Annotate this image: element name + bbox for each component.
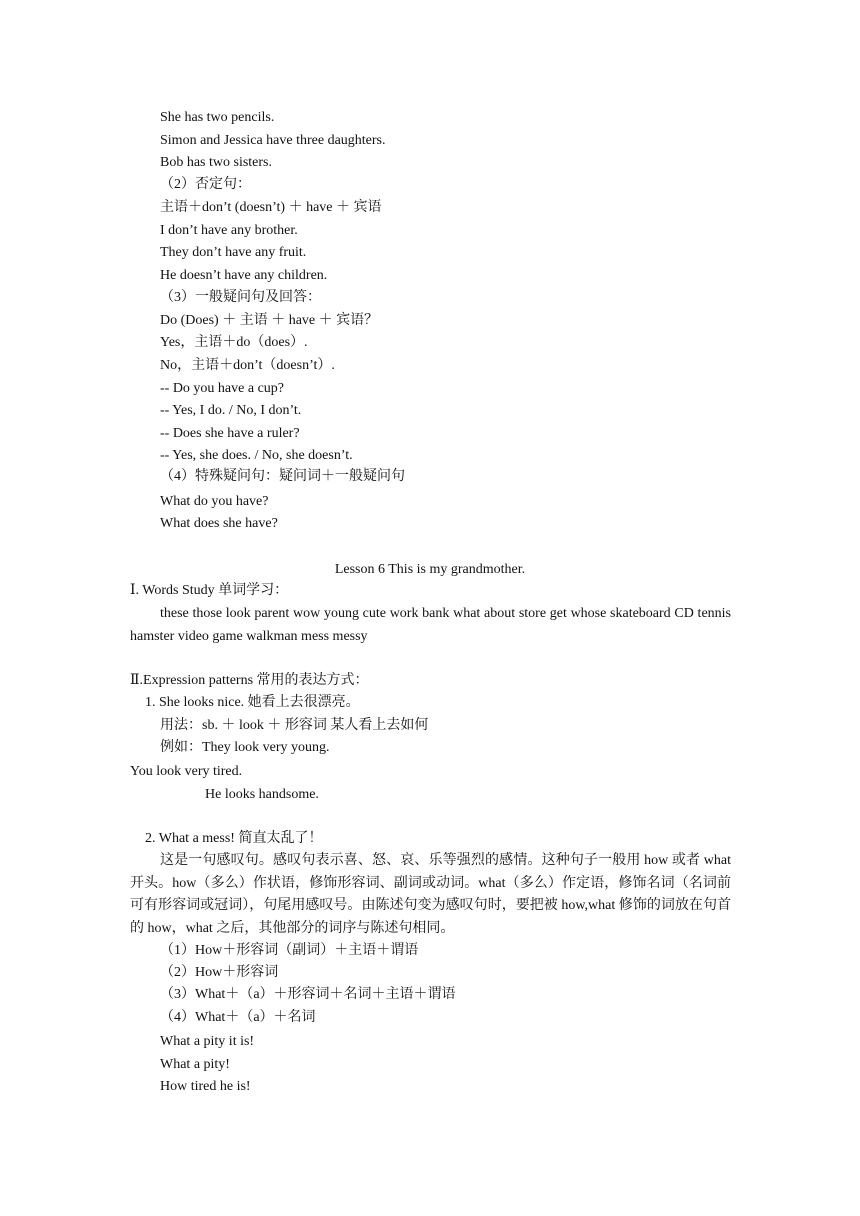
dialogue-line: -- Yes, I do. / No, I don’t. (160, 403, 302, 418)
pattern-line: （3）What＋（a）＋形容词＋名词＋主语＋谓语 (160, 987, 456, 1002)
text-line: She has two pencils. (160, 110, 275, 125)
dialogue-line: -- Does she have a ruler? (160, 426, 300, 441)
section-heading-expressions: Ⅱ.Expression patterns 常用的表达方式： (130, 673, 369, 688)
pattern-line: Do (Does) ＋ 主语 ＋ have ＋ 宾语？ (160, 313, 379, 328)
subheading-question: （3）一般疑问句及回答： (160, 290, 321, 305)
text-line: What does she have? (160, 516, 278, 531)
text-line: What do you have? (160, 494, 269, 509)
explanation-paragraph: 这是一句感叹句。感叹句表示喜、怒、哀、乐等强烈的感情。这种句子一般用 how 或者 what 开头。how（多么）作状语，修饰形容词、副词或动词。what（多么）作定语，修饰名词（名词前可有形容词或冠词），句尾用感叹号。由陈述句变为感叹句时，要把被 how,what 修饰的词放在句首的 how，what 之后，其他部分的词序与陈述句相同。 (130, 853, 731, 936)
example-line: 例如：They look very young. (160, 740, 330, 755)
example-line: How tired he is! (160, 1079, 251, 1094)
pattern-line: （4）What＋（a）＋名词 (160, 1010, 316, 1025)
lesson-title: Lesson 6 This is my grandmother. (334, 562, 526, 577)
text-line: I don’t have any brother. (160, 223, 298, 238)
word-list: these those look parent wow young cute work bank what about store get whose skateboard CD tennis hamster video game walkman mess messy (130, 606, 731, 644)
text-line: They don’t have any fruit. (160, 245, 307, 260)
text-line: He doesn’t have any children. (160, 268, 328, 283)
pattern-line: （1）How＋形容词（副词）＋主语＋谓语 (160, 943, 419, 958)
pattern-line: （2）How＋形容词 (160, 965, 279, 980)
example-line: You look very tired. (130, 764, 243, 779)
example-line: He looks handsome. (205, 787, 319, 802)
usage-line: 用法：sb. ＋ look ＋ 形容词 某人看上去如何 (160, 718, 429, 733)
example-line: What a pity! (160, 1057, 230, 1072)
text-line: Bob has two sisters. (160, 155, 272, 170)
expression-item-title: 1. She looks nice. 她看上去很漂亮。 (145, 695, 360, 710)
text-line: Simon and Jessica have three daughters. (160, 133, 386, 148)
example-line: What a pity it is! (160, 1034, 255, 1049)
subheading-wh-question: （4）特殊疑问句：疑问词＋一般疑问句 (160, 469, 405, 484)
pattern-line: Yes，主语＋do（does）. (160, 335, 308, 350)
pattern-line: No，主语＋don’t（doesn’t）. (160, 358, 335, 373)
subheading-negative: （2）否定句： (160, 177, 251, 192)
dialogue-line: -- Yes, she does. / No, she doesn’t. (160, 448, 353, 463)
expression-item-title: 2. What a mess! 简直太乱了！ (145, 831, 323, 846)
section-heading-words: Ⅰ. Words Study 单词学习： (130, 583, 289, 598)
dialogue-line: -- Do you have a cup? (160, 381, 285, 396)
pattern-line: 主语＋don’t (doesn’t) ＋ have ＋ 宾语 (160, 200, 382, 215)
